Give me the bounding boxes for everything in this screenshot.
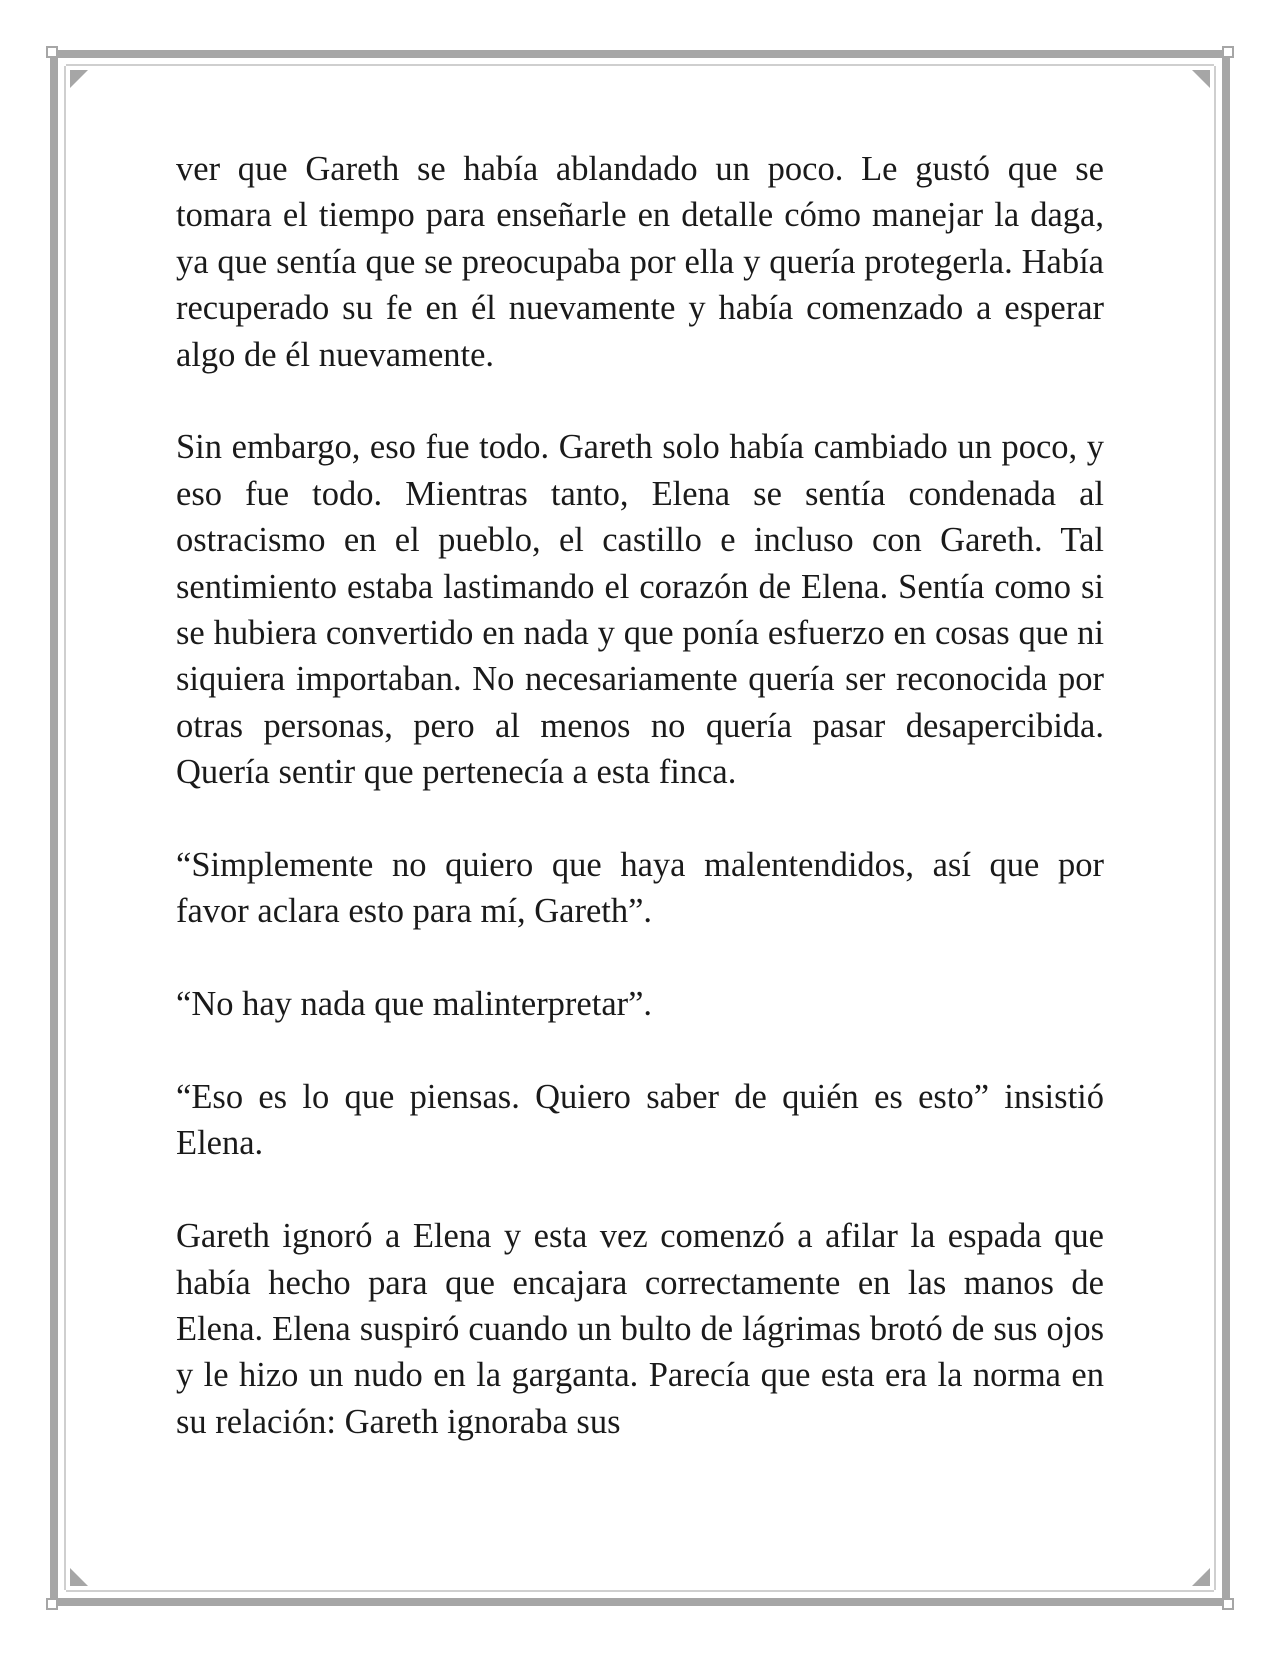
page-inner-border-right: [1214, 66, 1216, 1590]
paragraph-1: ver que Gareth se había ablandado un poco. Le gustó que se tomara el tiempo para enseñarle en detalle cómo manejar la daga, ya que sentía que se preocupaba por ella y quería protegerla. Había recuperado su fe en él nuevamente y había comenzado a esperar algo de él nuevamente.: [176, 150, 1104, 374]
corner-ornament-top-right: [1222, 46, 1234, 58]
corner-triangle-top-right: [1192, 70, 1210, 88]
page-body-text: [176, 146, 1104, 1492]
page-border-right: [1222, 56, 1230, 1600]
corner-triangle-bottom-right: [1192, 1568, 1210, 1586]
page-inner-border-top: [66, 64, 1214, 66]
page-border-left: [50, 56, 58, 1600]
corner-triangle-bottom-left: [70, 1568, 88, 1586]
paragraph-2: Sin embargo, eso fue todo. Gareth solo había cambiado un poco, y eso fue todo. Mientras tanto, Elena se sentía condenada al ostracismo en el pueblo, el castillo e incluso con Gareth. Tal sentimiento estaba lastimando el corazón de Elena. Sentía como si se hubiera convertido en nada y que ponía esfuerzo en cosas que ni siquiera importaban. No necesariamente quería ser reconocida por otras personas, pero al menos no quería pasar desapercibida. Quería sentir que pertenecía a esta finca.: [176, 428, 1104, 792]
page-inner-border-bottom: [66, 1590, 1214, 1592]
page-inner-border-left: [64, 66, 66, 1590]
corner-ornament-bottom-left: [46, 1598, 58, 1610]
page-border-top: [56, 50, 1224, 58]
paragraph-4: “No hay nada que malinterpretar”.: [176, 985, 653, 1024]
paragraph-5: “Eso es lo que piensas. Quiero saber de quién es esto” insistió Elena.: [176, 1078, 1104, 1163]
corner-triangle-top-left: [70, 70, 88, 88]
paragraph-3: “Simplemente no quiero que haya malentendidos, así que por favor aclara esto para mí, Gareth”.: [176, 846, 1104, 931]
page-border-bottom: [56, 1598, 1224, 1606]
corner-ornament-top-left: [46, 46, 58, 58]
paragraph-6: Gareth ignoró a Elena y esta vez comenzó a afilar la espada que había hecho para que encajara correctamente en las manos de Elena. Elena suspiró cuando un bulto de lágrimas brotó de sus ojos y le hizo un nudo en la garganta. Parecía que esta era la norma en su relación: Gareth ignoraba sus: [176, 1217, 1104, 1441]
corner-ornament-bottom-right: [1222, 1598, 1234, 1610]
